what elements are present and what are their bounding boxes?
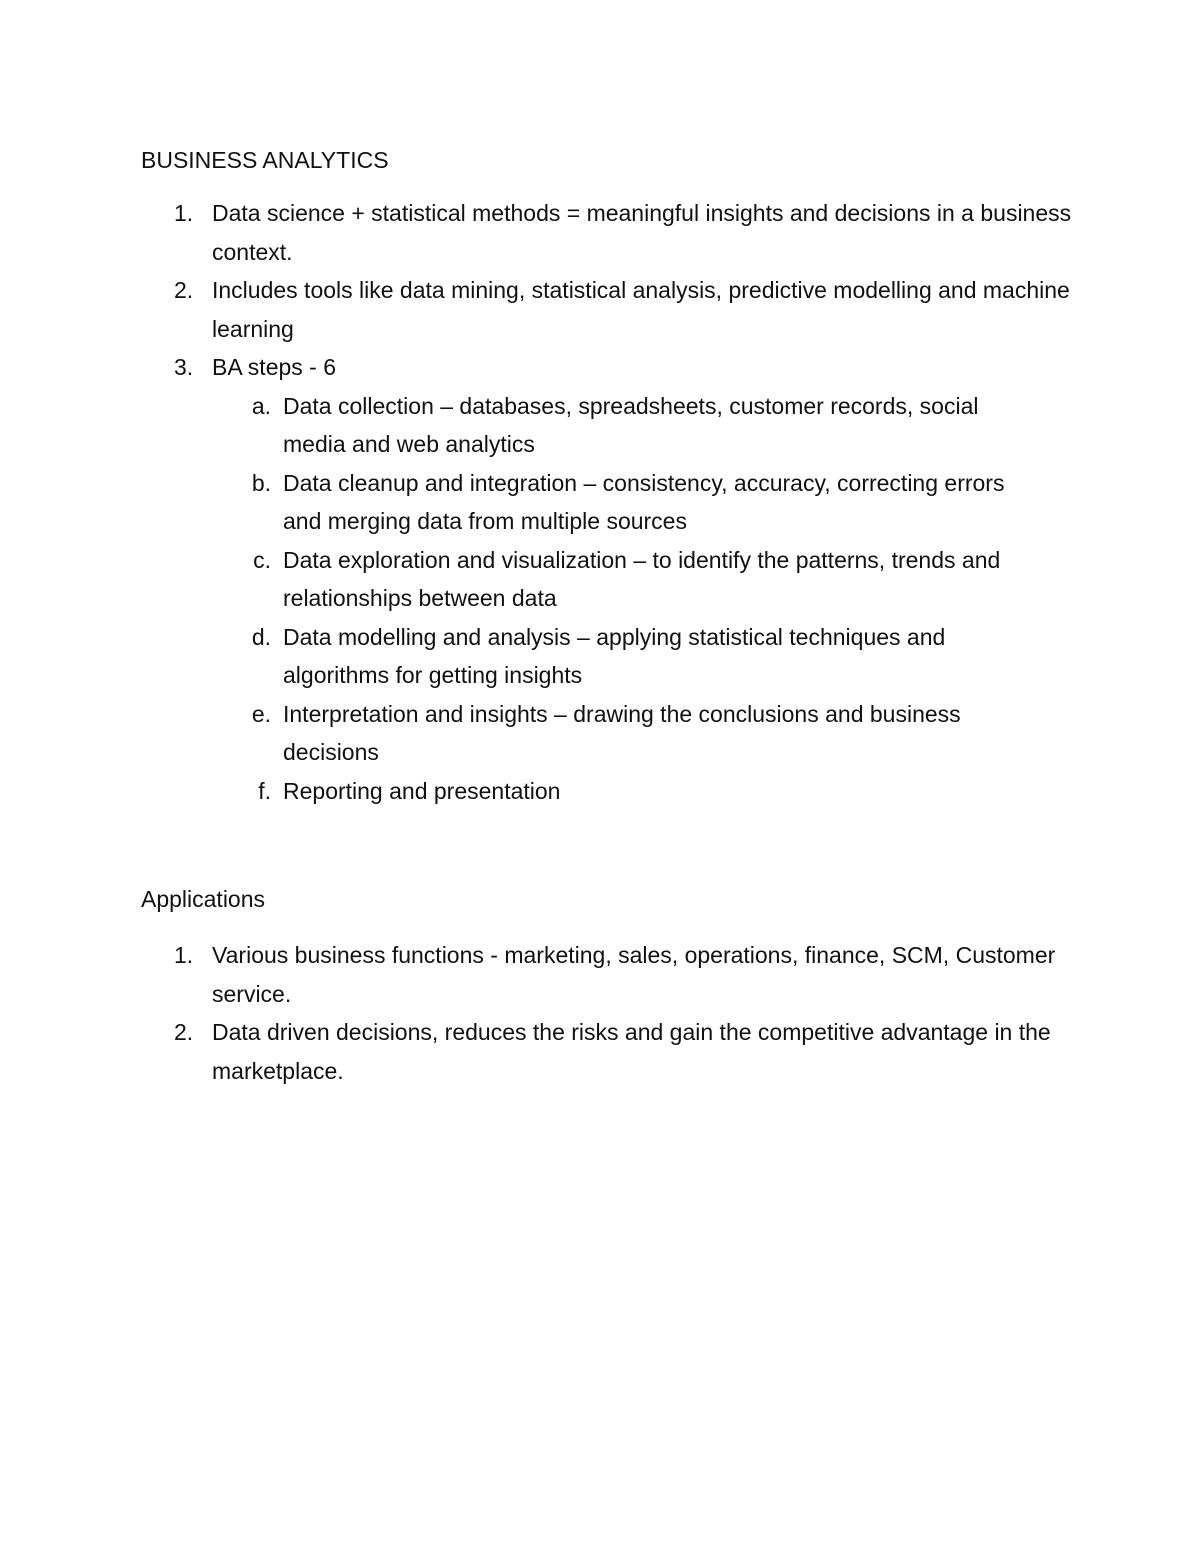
ba-steps-sublist xyxy=(212,387,1072,811)
sublist-item-letter: c. xyxy=(253,546,271,573)
sublist-item-text: Data exploration and visualization – to identify the patterns, trends and relationships between data xyxy=(283,546,1001,611)
sublist-item-letter: a. xyxy=(251,392,271,419)
sublist-item xyxy=(212,618,1043,695)
sublist-item xyxy=(212,464,1043,541)
sublist-item xyxy=(212,772,1043,811)
sublist-item-text: Reporting and presentation xyxy=(283,777,561,804)
business-analytics-list xyxy=(0,194,1072,810)
sublist-item-letter: e. xyxy=(251,700,271,727)
list-item-text: Includes tools like data mining, statistical analysis, predictive modelling and machine learning xyxy=(212,277,1070,342)
list-item xyxy=(0,936,1072,1013)
list-item xyxy=(0,348,1072,810)
sublist-item xyxy=(212,387,1043,464)
list-item-number: 1. xyxy=(174,942,194,968)
list-item-number: 1. xyxy=(174,200,194,226)
sublist-item-text: Data collection – databases, spreadsheets, customer records, social media and web analytics xyxy=(283,392,979,457)
section-heading-applications: Applications xyxy=(141,886,266,912)
sublist-item-letter: d. xyxy=(251,623,271,650)
sublist-item-text: Data cleanup and integration – consistency, accuracy, correcting errors and merging data from multiple sources xyxy=(283,469,1005,534)
list-item-number: 2. xyxy=(174,1019,194,1045)
list-item xyxy=(0,194,1072,271)
applications-list xyxy=(0,936,1072,1090)
list-item xyxy=(0,271,1072,348)
section-heading-business-analytics: BUSINESS ANALYTICS xyxy=(141,147,389,173)
list-item-number: 2. xyxy=(174,277,194,303)
sublist-item xyxy=(212,541,1043,618)
sublist-item-letter: b. xyxy=(251,469,271,496)
list-item-text: Data driven decisions, reduces the risks and gain the competitive advantage in the marketplace. xyxy=(212,1019,1051,1084)
list-item-text: BA steps - 6 xyxy=(212,354,337,380)
list-item-number: 3. xyxy=(174,354,194,380)
sublist-item-letter: f. xyxy=(258,777,271,804)
list-item-text: Various business functions - marketing, sales, operations, finance, SCM, Customer service. xyxy=(212,942,1056,1007)
sublist-item xyxy=(212,695,1043,772)
sublist-item-text: Data modelling and analysis – applying statistical techniques and algorithms for getting insights xyxy=(283,623,946,688)
list-item-text: Data science + statistical methods = meaningful insights and decisions in a business context. xyxy=(212,200,1072,265)
sublist-item-text: Interpretation and insights – drawing the conclusions and business decisions xyxy=(283,700,961,765)
list-item xyxy=(0,1013,1072,1090)
